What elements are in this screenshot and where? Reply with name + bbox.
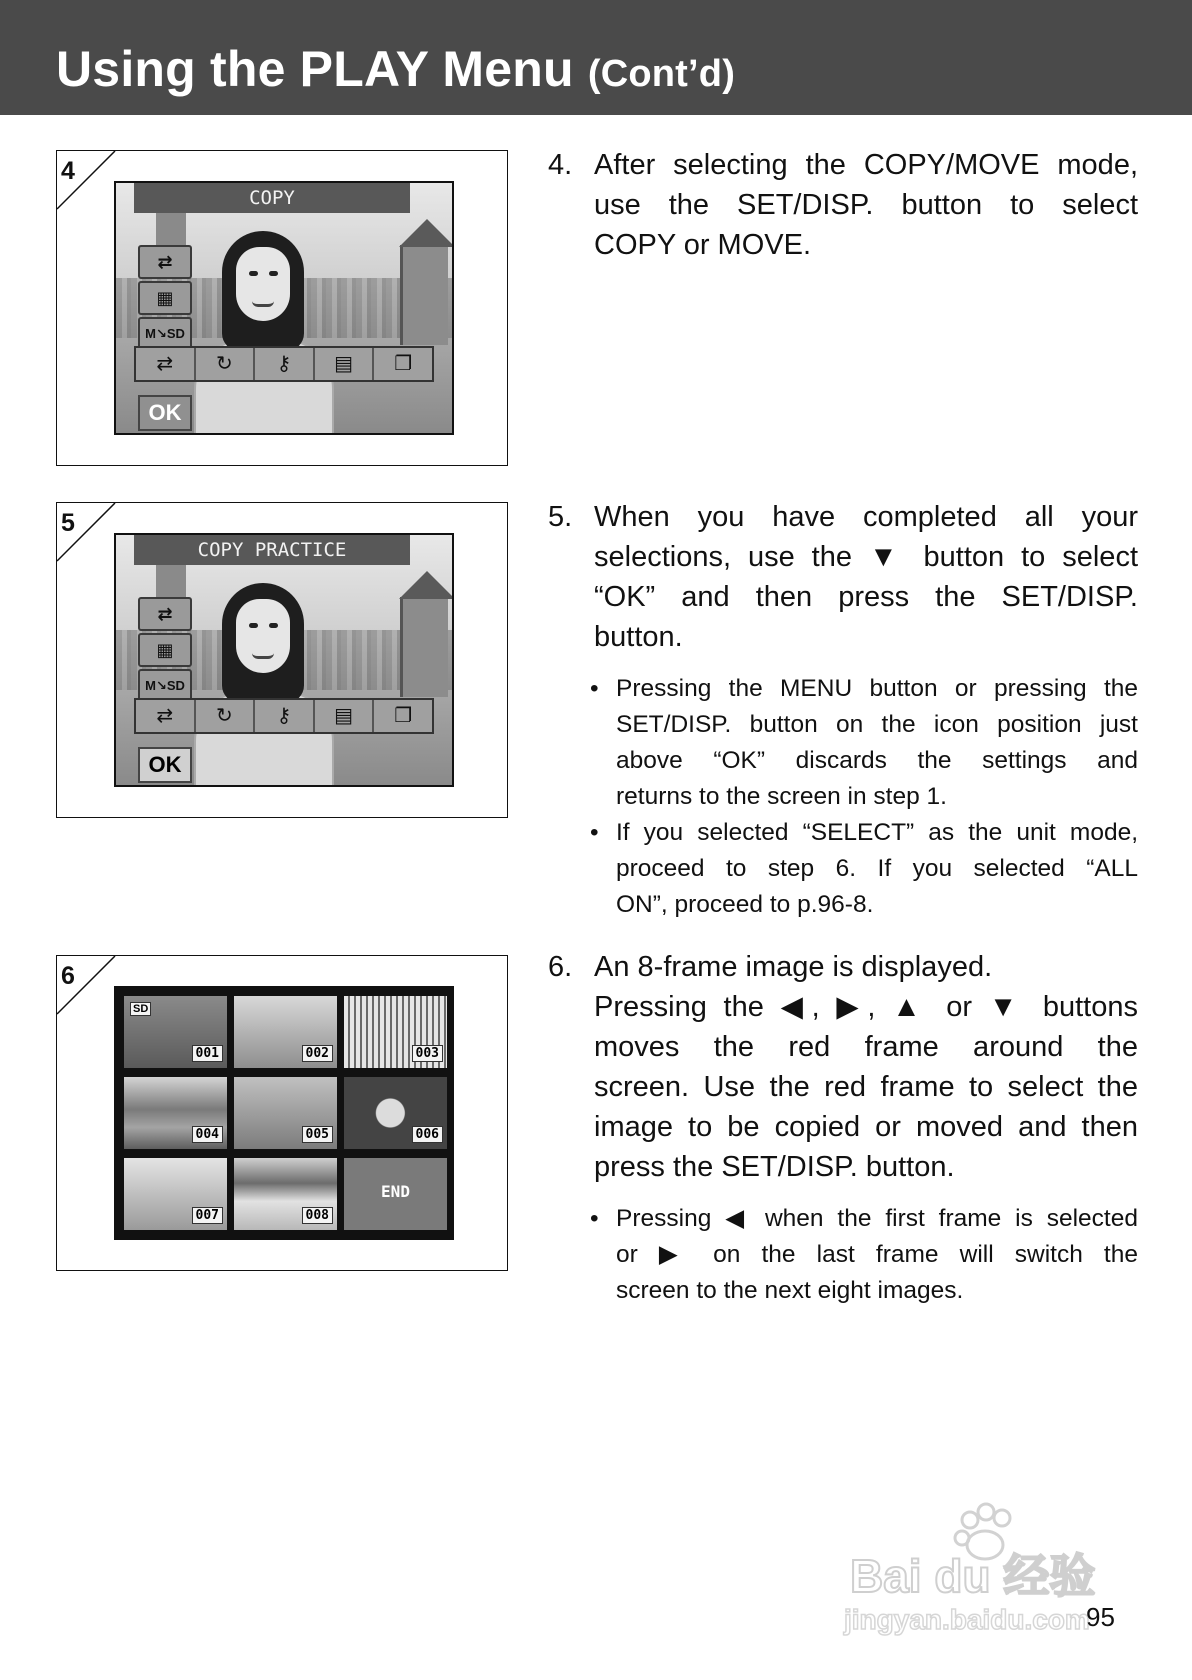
- note-line: Pressing the MENU button or pressing the: [616, 675, 1138, 702]
- frame-thumbnail: [234, 996, 337, 1068]
- note-line: returns to the screen in step 1.: [616, 783, 947, 810]
- memory-to-sd-icon: M↘SD: [138, 669, 192, 703]
- end-cell: [344, 1158, 447, 1230]
- lock-key-icon: ⚷: [255, 348, 315, 380]
- rotate-icon: ↻: [196, 700, 256, 732]
- copy-move-icon: ⇄: [138, 245, 192, 279]
- page-number: 95: [1086, 1602, 1115, 1632]
- step-6: [548, 947, 1138, 1187]
- slideshow-icon: ❐: [394, 705, 413, 727]
- slideshow-icon: ❐: [394, 353, 413, 375]
- figure-5: [56, 502, 508, 818]
- step-line: screen. Use the red frame to select the: [594, 1071, 1138, 1103]
- step-line: COPY or MOVE.: [594, 229, 812, 261]
- frame-label: 008: [302, 1207, 333, 1224]
- copy-icon: ⇄: [136, 700, 196, 732]
- step-4: [548, 145, 1138, 265]
- page-title: [56, 40, 735, 98]
- frame-thumbnail: [124, 1077, 227, 1149]
- frame-label: 002: [302, 1045, 333, 1062]
- woman-photo: [194, 231, 334, 435]
- step-line: selections, use the ▼ button to select: [594, 541, 1138, 573]
- note-line: ON”, proceed to p.96-8.: [616, 891, 874, 918]
- sd-badge: SD: [130, 1002, 151, 1016]
- step-4-text: [548, 145, 1138, 265]
- step-line: After selecting the COPY/MOVE mode,: [594, 149, 1138, 181]
- step-5-text: [548, 497, 1138, 923]
- step-line: “OK” and then press the SET/DISP.: [594, 581, 1138, 613]
- step-line: image to be copied or moved and then: [594, 1111, 1138, 1143]
- note-bullet: [548, 671, 1138, 815]
- frame-thumbnail: [234, 1158, 337, 1230]
- dpof-icon: ▤: [315, 700, 375, 732]
- dpof-icon: ▤: [315, 348, 375, 380]
- frame-label: 006: [412, 1126, 443, 1143]
- step-line: press the SET/DISP. button.: [594, 1151, 955, 1183]
- end-label: END: [381, 1182, 410, 1201]
- title-main: Using the PLAY Menu: [56, 41, 574, 97]
- copy-move-icon: ⇄: [138, 597, 192, 631]
- step-line: use the SET/DISP. button to select: [594, 189, 1138, 221]
- frame-label: 005: [302, 1126, 333, 1143]
- bullet-dot: •: [590, 819, 599, 846]
- ok-button-selected: OK: [138, 747, 192, 783]
- step-line: button.: [594, 621, 683, 653]
- screen-title: COPY PRACTICE: [134, 535, 410, 565]
- bullet-dot: •: [590, 1205, 599, 1232]
- note-bullet: [548, 815, 1138, 923]
- rotate-icon: ↻: [196, 348, 256, 380]
- step-line: moves the red frame around the: [594, 1031, 1138, 1063]
- step-number: 4.: [548, 149, 573, 181]
- camera-screen: [114, 533, 454, 787]
- grid-icon: ▦: [138, 633, 192, 667]
- frame-label: 001: [192, 1045, 223, 1062]
- frame-thumbnail: [124, 996, 227, 1068]
- step-5: [548, 497, 1138, 657]
- lock-key-icon: ⚷: [255, 700, 315, 732]
- frame-thumbnail: [124, 1158, 227, 1230]
- figure-number: 6: [61, 962, 75, 990]
- grid-icon: ▦: [138, 281, 192, 315]
- figure-4: [56, 150, 508, 466]
- background-house: [400, 597, 448, 697]
- note-line: If you selected “SELECT” as the unit mode,: [616, 819, 1138, 846]
- note-bullet: [548, 1201, 1138, 1309]
- note-line: proceed to step 6. If you selected “ALL: [616, 855, 1138, 882]
- step-number: 6.: [548, 951, 573, 983]
- frame-label: 004: [192, 1126, 223, 1143]
- menu-icon-row: [134, 346, 434, 382]
- note-line: SET/DISP. button on the icon position just: [616, 711, 1138, 738]
- screen-title: COPY: [134, 183, 410, 213]
- frame-thumbnail: [344, 1077, 447, 1149]
- step-line: Pressing the ◀, ▶, ▲ or ▼ buttons: [594, 991, 1138, 1023]
- watermark-url: jingyan.baidu.com: [844, 1604, 1090, 1635]
- figure-number: 5: [61, 509, 75, 537]
- woman-photo: [194, 583, 334, 787]
- step-line: When you have completed all your: [594, 501, 1138, 533]
- frame-label: 003: [412, 1045, 443, 1062]
- camera-screen: [114, 181, 454, 435]
- memory-to-sd-icon: M↘SD: [138, 317, 192, 351]
- figure-number: 4: [61, 157, 75, 185]
- note-line: screen to the next eight images.: [616, 1277, 964, 1304]
- frame-label: 007: [192, 1207, 223, 1224]
- step-number: 5.: [548, 501, 573, 533]
- page-header: [0, 0, 1192, 115]
- note-line: Pressing ◀ when the first frame is selected: [616, 1205, 1138, 1232]
- menu-icon-row: [134, 698, 434, 734]
- note-line: above “OK” discards the settings and: [616, 747, 1138, 774]
- frame-thumbnail: [344, 996, 447, 1068]
- note-line: or ▶ on the last frame will switch the: [616, 1241, 1138, 1268]
- copy-icon: ⇄: [136, 348, 196, 380]
- title-suffix: (Cont’d): [587, 53, 736, 95]
- step-6-text: [548, 947, 1138, 1309]
- background-house: [400, 245, 448, 345]
- figure-6: [56, 955, 508, 1271]
- eight-frame-grid: [114, 986, 454, 1240]
- bullet-dot: •: [590, 675, 599, 702]
- step-line: An 8-frame image is displayed.: [594, 951, 993, 983]
- watermark-brand: Bai du 经验: [850, 1550, 1096, 1602]
- ok-button: OK: [138, 395, 192, 431]
- frame-thumbnail: [234, 1077, 337, 1149]
